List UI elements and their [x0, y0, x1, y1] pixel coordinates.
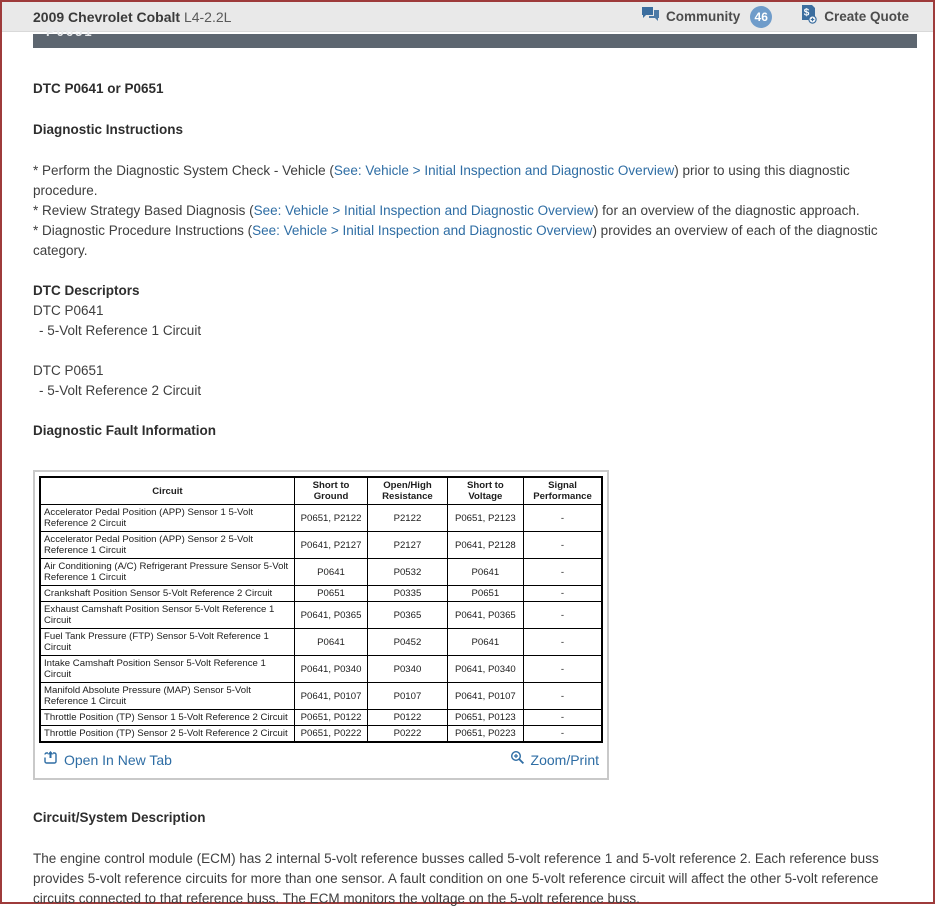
dtc-code-cell: - [524, 532, 602, 559]
diagnostic-instructions-heading: Diagnostic Instructions [33, 122, 184, 137]
circuit-cell: Manifold Absolute Pressure (MAP) Sensor 5-Volt Reference 1 Circuit [40, 683, 294, 710]
table-row [40, 559, 602, 586]
dtc-code-cell: - [524, 710, 602, 726]
dtc-code-cell: P0335 [368, 586, 447, 602]
dtc-code-cell: P0641, P2128 [447, 532, 523, 559]
dtc-code-cell: P0641, P0340 [447, 656, 523, 683]
vehicle-title [33, 9, 231, 25]
dtc-code-cell: P0651, P2123 [447, 505, 523, 532]
dtc-code-cell: P0532 [368, 559, 447, 586]
dtc-code-description: - 5-Volt Reference 2 Circuit [39, 383, 202, 398]
dtc-code-cell: - [524, 726, 602, 743]
dtc-code-cell: P0651 [294, 586, 367, 602]
clipped-dtc-text: P0651 [46, 24, 94, 39]
dtc-code-cell: P0365 [368, 602, 447, 629]
dtc-code-cell: P0641, P0340 [294, 656, 367, 683]
dtc-code-cell: - [524, 656, 602, 683]
col-header-circuit: Circuit [40, 477, 294, 505]
community-button[interactable] [641, 6, 772, 28]
instruction-text: * Perform the Diagnostic System Check - Vehicle ( [33, 163, 334, 178]
fault-table-widget [33, 470, 609, 780]
instruction-text: ) for an overview of the diagnostic approach. [593, 203, 860, 218]
dtc-code-cell: P0651, P0123 [447, 710, 523, 726]
col-header-signal-performance: Signal Performance [524, 477, 602, 505]
dollar-quote-icon [798, 4, 818, 29]
dtc-code-cell: P0651, P0222 [294, 726, 367, 743]
dtc-code-cell: P0651, P0223 [447, 726, 523, 743]
table-row [40, 656, 602, 683]
dtc-code-cell: P0641, P0107 [447, 683, 523, 710]
article-content [2, 79, 933, 909]
circuit-cell: Air Conditioning (A/C) Refrigerant Pressure Sensor 5-Volt Reference 1 Circuit [40, 559, 294, 586]
circuit-system-description-heading: Circuit/System Description [33, 810, 206, 825]
community-label: Community [665, 9, 741, 24]
fault-table-header-row [40, 477, 602, 505]
dtc-code-cell: - [524, 602, 602, 629]
svg-text:$: $ [803, 7, 810, 19]
dtc-code: DTC P0651 [33, 363, 104, 378]
table-row [40, 683, 602, 710]
dtc-code-description: - 5-Volt Reference 1 Circuit [39, 323, 202, 338]
dtc-code-cell: P2122 [368, 505, 447, 532]
circuit-cell: Intake Camshaft Position Sensor 5-Volt Reference 1 Circuit [40, 656, 294, 683]
instruction-text: ) provides an overview of each of the diagnostic category. [33, 223, 878, 258]
circuit-cell: Accelerator Pedal Position (APP) Sensor 1 5-Volt Reference 2 Circuit [40, 505, 294, 532]
dtc-code-cell: P0340 [368, 656, 447, 683]
table-row [40, 726, 602, 743]
instruction-text: * Diagnostic Procedure Instructions ( [33, 223, 253, 238]
vehicle-title-engine: L4-2.2L [180, 8, 232, 25]
col-header-short-to-voltage: Short to Voltage [447, 477, 523, 505]
dtc-code-cell: P0641 [294, 629, 367, 656]
dtc-code: DTC P0641 [33, 303, 104, 318]
table-row [40, 602, 602, 629]
app-header [2, 2, 933, 32]
col-header-open-high-resistance: Open/High Resistance [368, 477, 447, 505]
col-header-short-to-ground: Short to Ground [294, 477, 367, 505]
circuit-cell: Throttle Position (TP) Sensor 1 5-Volt Reference 2 Circuit [40, 710, 294, 726]
table-widget-footer [39, 743, 603, 778]
table-row [40, 505, 602, 532]
header-actions [641, 4, 909, 29]
dtc-code-cell: P0651, P0122 [294, 710, 367, 726]
dtc-code-cell: P0107 [368, 683, 447, 710]
instruction-text: * Review Strategy Based Diagnosis ( [33, 203, 254, 218]
community-chat-icon [641, 6, 660, 27]
dtc-code-cell: - [524, 629, 602, 656]
dtc-code-cell: P0122 [368, 710, 447, 726]
dtc-code-cell: P0641 [294, 559, 367, 586]
circuit-cell: Exhaust Camshaft Position Sensor 5-Volt Reference 1 Circuit [40, 602, 294, 629]
table-row [40, 629, 602, 656]
dtc-descriptors-heading: DTC Descriptors [33, 283, 140, 298]
clipped-list-item-bar [33, 24, 917, 48]
dtc-code-cell: - [524, 683, 602, 710]
dtc-code-cell: P0651, P2122 [294, 505, 367, 532]
table-row [40, 586, 602, 602]
dtc-code-cell: P0641 [447, 629, 523, 656]
fault-table [39, 476, 603, 743]
instruction-text: ) prior to using this diagnostic procedure. [33, 163, 850, 198]
create-quote-label: Create Quote [824, 9, 909, 24]
see-vehicle-overview-link[interactable]: See: Vehicle > Initial Inspection and Diagnostic Overview [253, 203, 594, 218]
dtc-code-cell: P0641, P0365 [294, 602, 367, 629]
instruction-bullet [33, 201, 905, 221]
dtc-heading: DTC P0641 or P0651 [33, 81, 164, 96]
community-count-badge: 46 [750, 6, 772, 28]
diagnostic-fault-info-heading: Diagnostic Fault Information [33, 423, 217, 438]
instruction-bullet [33, 161, 905, 201]
open-in-new-tab-icon [43, 750, 58, 770]
zoom-print-label: Zoom/Print [530, 752, 599, 768]
dtc-code-cell: P2127 [368, 532, 447, 559]
dtc-code-cell: P0641 [447, 559, 523, 586]
circuit-cell: Throttle Position (TP) Sensor 2 5-Volt Reference 2 Circuit [40, 726, 294, 743]
open-in-new-tab-button[interactable] [43, 750, 172, 770]
create-quote-button[interactable] [798, 4, 909, 29]
table-row [40, 710, 602, 726]
circuit-system-description-text: The engine control module (ECM) has 2 internal 5-volt reference busses called 5-volt reference 1 and 5-volt reference 2. Each reference buss provides 5-volt reference circuits for more than one sensor. A fault condition on one 5-volt reference circuit will affect the other 5-volt reference circuits connected to that reference buss. The ECM monitors the voltage on the 5-volt reference buss. [33, 851, 879, 906]
instruction-bullet [33, 221, 905, 261]
dtc-code-cell: - [524, 559, 602, 586]
table-row [40, 532, 602, 559]
dtc-code-cell: - [524, 505, 602, 532]
circuit-cell: Crankshaft Position Sensor 5-Volt Reference 2 Circuit [40, 586, 294, 602]
dtc-code-cell: P0641, P0365 [447, 602, 523, 629]
circuit-cell: Accelerator Pedal Position (APP) Sensor 2 5-Volt Reference 1 Circuit [40, 532, 294, 559]
see-vehicle-overview-link[interactable]: See: Vehicle > Initial Inspection and Diagnostic Overview [252, 223, 593, 238]
dtc-code-cell: P0222 [368, 726, 447, 743]
see-vehicle-overview-link[interactable]: See: Vehicle > Initial Inspection and Diagnostic Overview [333, 163, 675, 178]
dtc-code-cell: - [524, 586, 602, 602]
zoom-print-button[interactable] [510, 750, 599, 770]
dtc-code-cell: P0651 [447, 586, 523, 602]
dtc-code-cell: P0641, P2127 [294, 532, 367, 559]
open-in-new-tab-label: Open In New Tab [64, 752, 172, 768]
magnifier-plus-icon [510, 750, 525, 770]
vehicle-title-main: 2009 Chevrolet Cobalt [33, 8, 181, 25]
dtc-code-cell: P0641, P0107 [294, 683, 367, 710]
diagnostic-instructions-list [33, 161, 905, 261]
dtc-code-cell: P0452 [368, 629, 447, 656]
circuit-cell: Fuel Tank Pressure (FTP) Sensor 5-Volt Reference 1 Circuit [40, 629, 294, 656]
